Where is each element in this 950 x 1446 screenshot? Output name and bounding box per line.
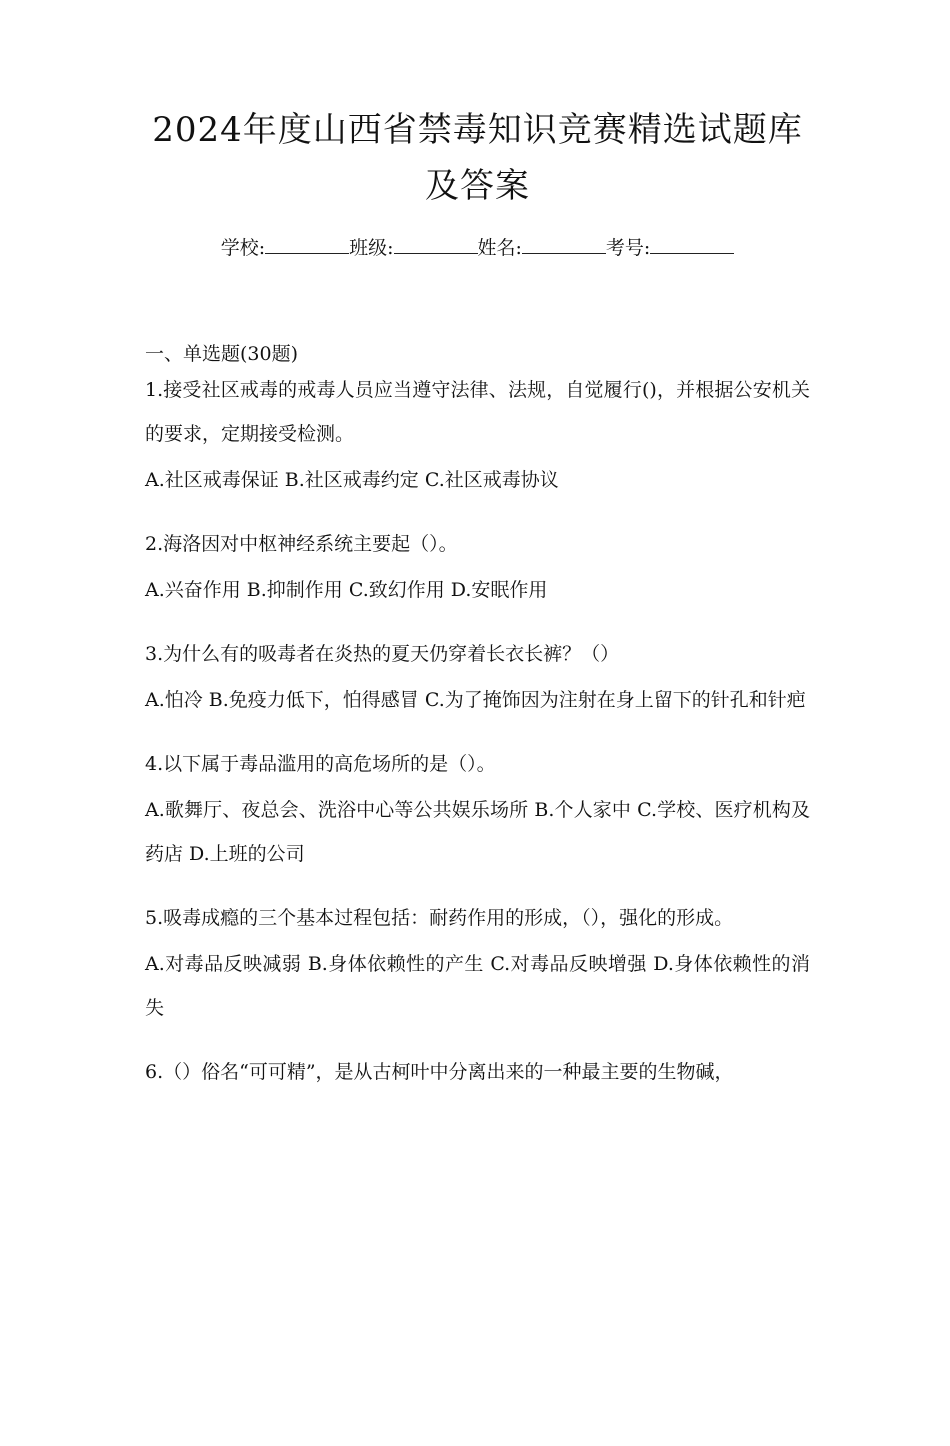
question-stem: 6.（）俗名“可可精”，是从古柯叶中分离出来的一种最主要的生物碱，: [145, 1061, 734, 1083]
exam-number-blank[interactable]: [650, 235, 734, 254]
school-field[interactable]: [221, 234, 349, 262]
question-5: [145, 896, 810, 1030]
title-line-2: 及答案: [425, 166, 530, 206]
question-1: [145, 368, 810, 502]
school-label: 学校:: [220, 237, 266, 259]
class-blank[interactable]: [394, 235, 478, 254]
class-field[interactable]: [349, 234, 477, 262]
document-title: [145, 102, 810, 214]
question-stem: 5.吸毒成瘾的三个基本过程包括：耐药作用的形成，（），强化的形成。: [145, 907, 734, 929]
name-field[interactable]: [478, 234, 606, 262]
student-info-row: [145, 234, 810, 262]
question-options: A.社区戒毒保证 B.社区戒毒约定 C.社区戒毒协议: [145, 469, 559, 491]
exam-number-field[interactable]: [606, 234, 734, 262]
question-stem: 1.接受社区戒毒的戒毒人员应当遵守法律、法规，自觉履行()，并根据公安机关的要求，定期接受检测。: [145, 379, 810, 445]
question-3: [145, 632, 810, 722]
title-line-1: 2024年度山西省禁毒知识竞赛精选试题库: [152, 110, 803, 150]
class-label: 班级:: [349, 237, 394, 259]
name-blank[interactable]: [522, 235, 606, 254]
name-label: 姓名:: [477, 237, 522, 259]
section-title: 一、单选题(30题): [145, 343, 299, 365]
question-2: [145, 522, 810, 612]
question-stem: 4.以下属于毒品滥用的高危场所的是（）。: [145, 753, 496, 775]
question-stem: 3.为什么有的吸毒者在炎热的夏天仍穿着长衣长裤？（）: [145, 643, 620, 665]
question-4: [145, 742, 810, 876]
question-stem: 2.海洛因对中枢神经系统主要起（）。: [145, 533, 458, 555]
question-options: A.对毒品反映减弱 B.身体依赖性的产生 C.对毒品反映增强 D.身体依赖性的消失: [145, 953, 810, 1019]
school-blank[interactable]: [265, 235, 349, 254]
document-page: [0, 102, 950, 1446]
question-options: A.怕冷 B.免疫力低下，怕得感冒 C.为了掩饰因为注射在身上留下的针孔和针疤: [145, 689, 806, 711]
question-6: [145, 1050, 810, 1094]
question-options: A.歌舞厅、夜总会、洗浴中心等公共娱乐场所 B.个人家中 C.学校、医疗机构及药店 D.上班的公司: [145, 799, 810, 865]
question-options: A.兴奋作用 B.抑制作用 C.致幻作用 D.安眠作用: [145, 579, 548, 601]
exam-number-label: 考号:: [605, 237, 651, 259]
